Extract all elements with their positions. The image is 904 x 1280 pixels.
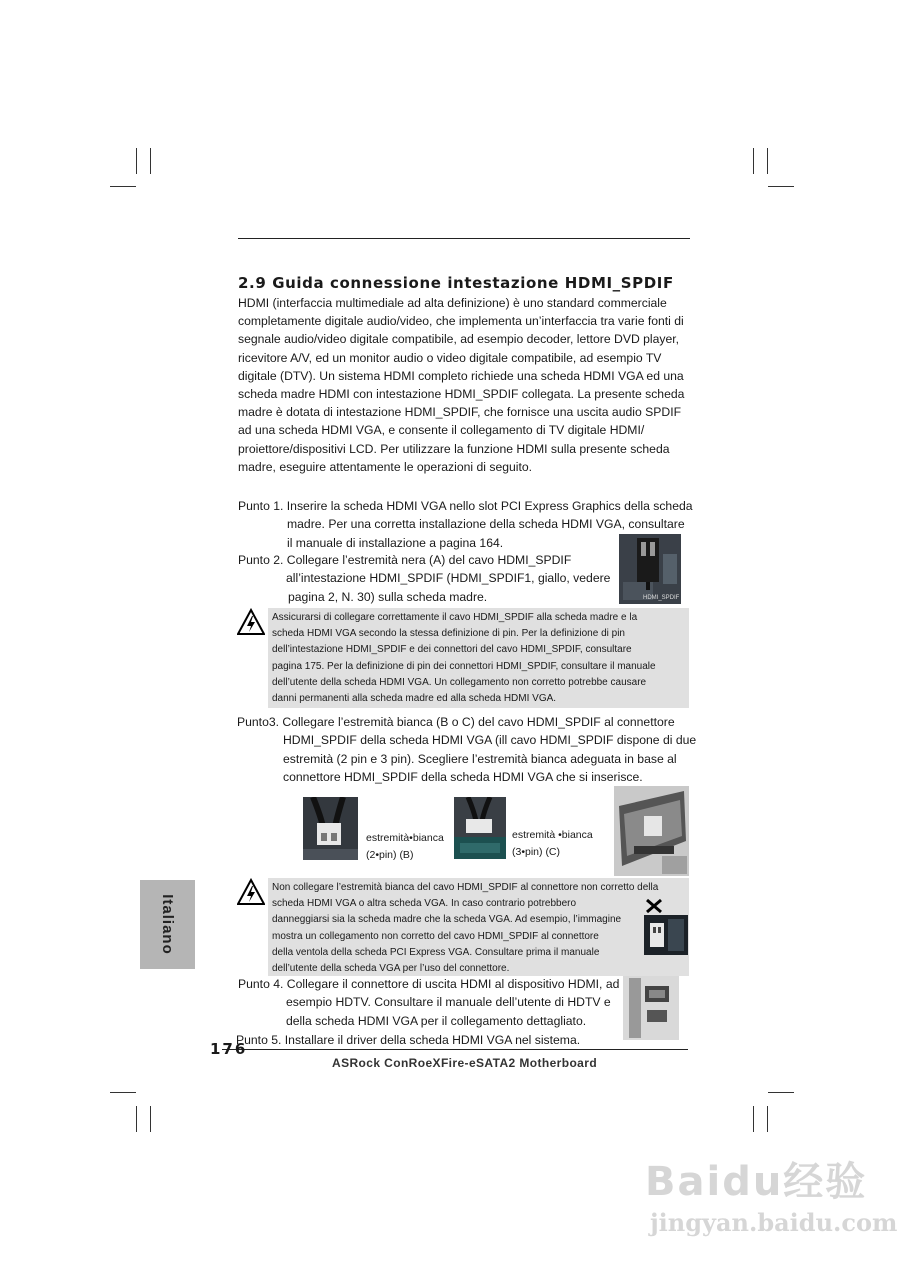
crop-mark: [767, 148, 768, 174]
crop-mark: [110, 1092, 136, 1093]
caption-c: [512, 827, 593, 861]
intro-paragraph: [238, 294, 693, 476]
warning-box: [268, 878, 689, 976]
step-line: esempio HDTV. Consultare il manuale dell’utente di HDTV e: [286, 995, 611, 1010]
warning-icon: [237, 878, 265, 906]
warning-icon: [237, 608, 265, 636]
warning-box: [268, 608, 689, 708]
crop-mark: [136, 1106, 137, 1132]
language-tab-label: Italiano: [159, 894, 176, 955]
intro-line: ricevitore A/V, ed un monitor audio o video digitale compatibile, ad esempio TV: [238, 350, 662, 365]
intro-line: completamente digitale audio/video, che implementa un’interfaccia tra varie fonti di: [238, 314, 684, 329]
warning-line: danni permanenti alla scheda madre ed alla scheda HDMI VGA.: [272, 693, 557, 705]
intro-line: scheda madre HDMI con intestazione HDMI_SPDIF collegata. La presente scheda: [238, 387, 685, 402]
vga-card-illustration: [614, 786, 689, 876]
wrong-connection-illustration: [644, 915, 688, 955]
crop-mark: [768, 1092, 794, 1093]
step-line: pagina 2, N. 30) sulla scheda madre.: [288, 589, 488, 604]
wrong-connection-photo: [644, 915, 688, 955]
language-tab: [140, 880, 195, 969]
connector-c-illustration: [454, 797, 506, 859]
caption-line: estremità •bianca: [512, 829, 593, 841]
step-line: della scheda HDMI VGA per il collegamento dettagliato.: [286, 1013, 587, 1028]
vga-card-photo: [614, 786, 689, 876]
page-number: 176: [210, 1040, 248, 1058]
warning-line: della ventola della scheda PCI Express VGA. Consultare prima il manuale: [272, 946, 600, 958]
step-line: HDMI_SPDIF della scheda HDMI VGA (ill cavo HDMI_SPDIF dispone di due: [283, 733, 697, 748]
hdmi-output-photo: [623, 976, 679, 1040]
step-5: Punto 5. Installare il driver della scheda HDMI VGA nel sistema.: [236, 1033, 581, 1047]
header-illustration: [619, 534, 681, 604]
crop-mark: [767, 1106, 768, 1132]
bottom-rule: [222, 1049, 688, 1050]
connector-c-photo: [454, 797, 506, 859]
caption-line: (3•pin) (C): [512, 846, 561, 858]
caption-line: estremità•bianca: [366, 832, 444, 844]
step-line: Punto 2. Collegare l’estremità nera (A) del cavo HDMI_SPDIF: [238, 553, 572, 567]
warning-line: dell’intestazione HDMI_SPDIF e dei connettori del cavo HDMI_SPDIF, consultare: [272, 644, 632, 656]
connector-b-photo: [303, 797, 358, 860]
step-line: connettore HDMI_SPDIF della scheda HDMI VGA che si inserisce.: [283, 770, 643, 785]
step-2: [238, 551, 618, 606]
crop-mark: [150, 148, 151, 174]
crop-mark: [110, 186, 136, 187]
caption-line: (2•pin) (B): [366, 849, 414, 861]
intro-line: digitale (DTV). Un sistema HDMI completo richiede una scheda HDMI VGA ed una: [238, 368, 684, 383]
warning-line: pagina 175. Per la definizione di pin dei connettori HDMI_SPDIF, consultare il manuale: [272, 660, 656, 672]
incorrect-x-icon: [645, 898, 663, 914]
crop-mark: [150, 1106, 151, 1132]
warning-line: Assicurarsi di collegare correttamente il cavo HDMI_SPDIF alla scheda madre e la: [272, 612, 638, 623]
warning-line: scheda HDMI VGA o altra scheda VGA. In caso contrario potrebbero: [272, 898, 577, 910]
intro-line: madre, eseguire attentamente le operazioni di seguito.: [238, 459, 533, 474]
top-rule: [238, 238, 690, 239]
step-3: [237, 713, 697, 787]
intro-line: HDMI (interfaccia multimediale ad alta definizione) è uno standard commerciale: [238, 296, 667, 310]
crop-mark: [753, 1106, 754, 1132]
intro-line: segnale audio/video digitale compatibile, ad esempio decoder, lettore DVD player,: [238, 332, 680, 347]
watermark-url: jingyan.baidu.com: [650, 1208, 898, 1237]
hdmi-spdif-header-photo: [619, 534, 681, 604]
warning-line: mostra un collegamento non corretto del cavo HDMI_SPDIF al connettore: [272, 930, 599, 942]
warning-line: scheda HDMI VGA secondo la stessa definizione di pin. Per la definizione di pin: [272, 628, 625, 640]
intro-line: ad una scheda HDMI VGA, e consente il collegamento di TV digitale HDMI/: [238, 423, 645, 438]
crop-mark: [768, 186, 794, 187]
watermark-logo: Baidu经验: [645, 1159, 868, 1205]
step-4: [238, 975, 628, 1030]
step-line: all’intestazione HDMI_SPDIF (HDMI_SPDIF1, giallo, vedere: [286, 571, 611, 586]
step-line: estremità (2 pin e 3 pin). Scegliere l’estremità bianca adeguata in base al: [283, 751, 677, 766]
step-line: Punto3. Collegare l’estremità bianca (B o C) del cavo HDMI_SPDIF al connettore: [237, 715, 675, 729]
step-line: madre. Per una corretta installazione della scheda HDMI VGA, consultare: [287, 517, 685, 532]
warning-line: dell’utente della scheda HDMI VGA. Un collegamento non corretto potrebbe causare: [272, 676, 647, 688]
hdmi-output-illustration: [623, 976, 679, 1040]
crop-mark: [136, 148, 137, 174]
step-line: il manuale di installazione a pagina 164.: [287, 535, 504, 550]
warning-line: danneggiarsi sia la scheda madre che la scheda VGA. Ad esempio, l’immagine: [272, 914, 622, 926]
step-line: Punto 4. Collegare il connettore di uscita HDMI al dispositivo HDMI, ad: [238, 977, 620, 991]
crop-mark: [753, 148, 754, 174]
step-line: Punto 1. Inserire la scheda HDMI VGA nello slot PCI Express Graphics della scheda: [238, 499, 693, 513]
connector-b-illustration: [303, 797, 358, 860]
caption-b: [366, 830, 444, 864]
intro-line: proiettore/dispositivi LCD. Per utilizzare la funzione HDMI sulla presente scheda: [238, 441, 670, 456]
intro-line: madre è dotata di intestazione HDMI_SPDIF, che fornisce una uscita audio SPDIF: [238, 405, 682, 420]
section-title: 2.9 Guida connessione intestazione HDMI_SPDIF: [238, 274, 674, 292]
header-label: HDMI_SPDIF: [643, 595, 680, 601]
warning-line: dell’utente della scheda VGA per l’uso del connettore.: [272, 963, 510, 975]
footer-product: ASRock ConRoeXFire-eSATA2 Motherboard: [332, 1056, 598, 1070]
warning-line: Non collegare l’estremità bianca del cavo HDMI_SPDIF al connettore non corretto della: [272, 882, 659, 893]
